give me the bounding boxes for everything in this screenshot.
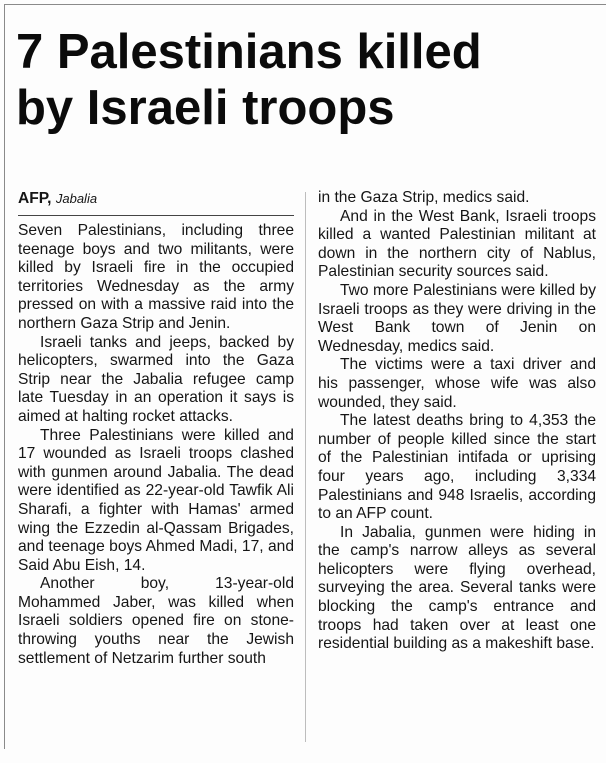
paragraph: Seven Palestinians, including three teenage boys and two militants, were killed by Israeli fire in the occupied territories Wednesday as the army pressed on with a massive raid into the northern Gaza Strip and Jenin. [18, 222, 294, 332]
article-column-right [318, 189, 596, 654]
paragraph: And in the West Bank, Israeli troops killed a wanted Palestinian militant at down in the northern city of Nablus, Palestinian security sources said. [318, 207, 596, 281]
article-column-left [18, 190, 294, 668]
clipping-edge-top [4, 4, 606, 5]
paragraph: in the Gaza Strip, medics said. [318, 189, 530, 206]
paragraph: Israeli tanks and jeeps, backed by helicopters, swarmed into the Gaza Strip near the Jabalia refugee camp late Tuesday in an operation it says is aimed at halting rocket attacks. [18, 333, 294, 425]
headline-line-2: by Israeli troops [16, 81, 395, 135]
clipping-edge-left [4, 4, 5, 749]
paragraph: The victims were a taxi driver and his passenger, whose wife was also wounded, they said. [318, 356, 596, 411]
byline-agency: AFP, [18, 190, 52, 207]
paragraph: Another boy, 13-year-old Mohammed Jaber, was killed when Israeli soldiers opened fire on stone-throwing youths near the Jewish settlement of Netzarim further south [18, 575, 294, 667]
paragraph: Three Palestinians were killed and 17 wounded as Israeli troops clashed with gunmen around Jabalia. The dead were identified as 22-year-old Tawfik Ali Sharafi, a fighter with Hamas' armed wing the Ezzedin al-Qassam Brigades, and teenage boys Ahmed Madi, 17, and Said Abu Eish, 14. [18, 426, 294, 574]
byline-place: Jabalia [55, 191, 98, 206]
paragraph: The latest deaths bring to 4,353 the number of people killed since the start of the Palestinian intifada or uprising four years ago, including 3,334 Palestinians and 948 Israelis, according to an AFP count. [318, 412, 596, 523]
byline [18, 190, 294, 216]
headline-line-1: 7 Palestinians killed [16, 25, 482, 79]
paragraph: Two more Palestinians were killed by Israeli troops as they were driving in the West Bank town of Jenin on Wednesday, medics said. [318, 281, 596, 355]
headline [16, 24, 596, 136]
paragraph: In Jabalia, gunmen were hiding in the camp's narrow alleys as several helicopters were flying overhead, surveying the area. Several tanks were blocking the camp's entrance and troops had taken over at least one residential building as a makeshift base. [318, 523, 596, 653]
column-divider [305, 192, 306, 742]
